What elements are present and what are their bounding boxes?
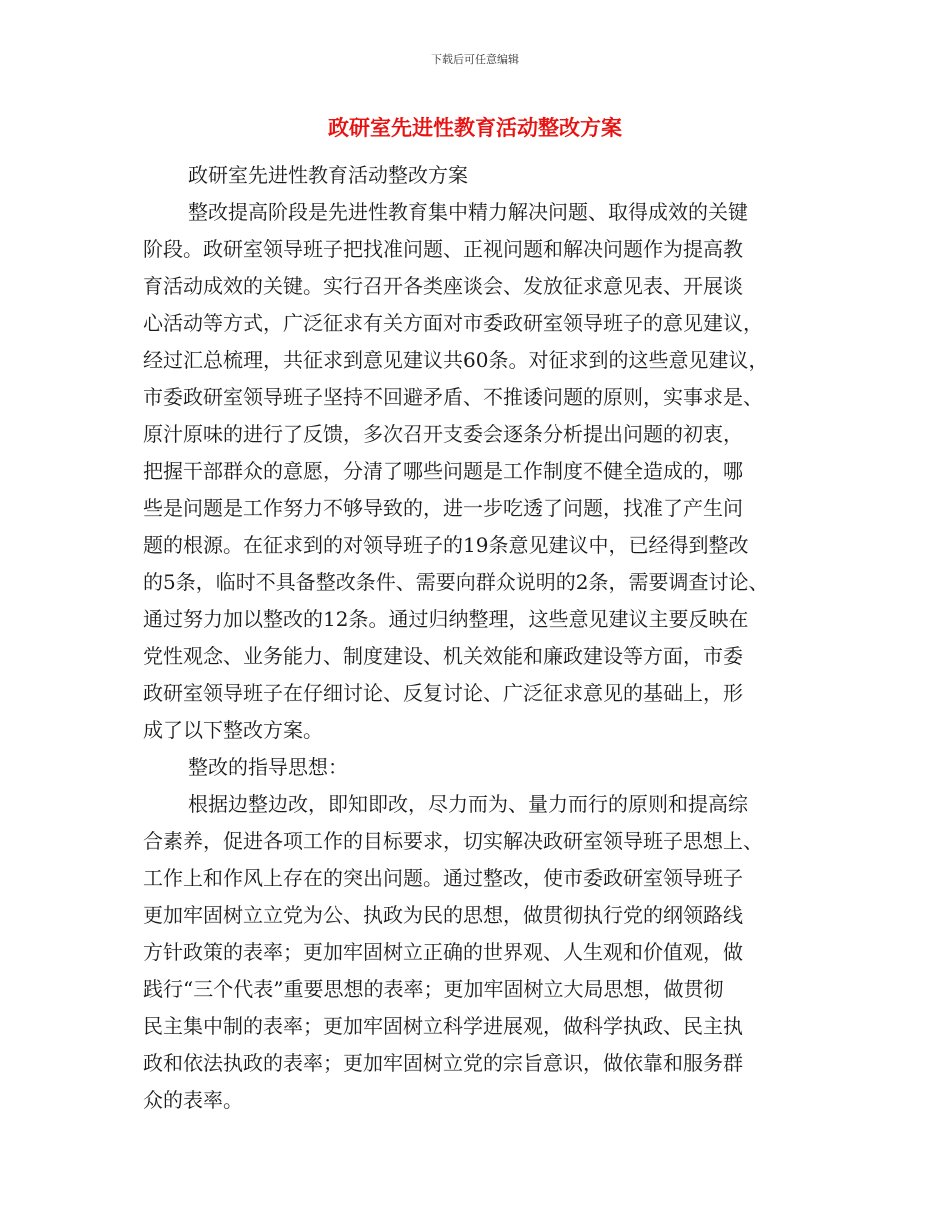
paragraph-line: 育活动成效的关键。实行召开各类座谈会、发放征求意见表、开展谈 [143,274,743,298]
paragraph-line: 工作上和作风上存在的突出问题。通过整改，使市委政研室领导班子 [143,866,743,890]
paragraph-line: 政研室先进性教育活动整改方案 [188,163,468,187]
paragraph-line: 市委政研室领导班子坚持不回避矛盾、不推诿问题的原则，实事求是、 [143,385,763,409]
paragraph-line: 心活动等方式，广泛征求有关方面对市委政研室领导班子的意见建议， [143,311,763,335]
page-header-note: 下载后可任意编辑 [431,53,519,66]
paragraph-line: 的5条，临时不具备整改条件、需要向群众说明的2条，需要调查讨论、 [143,570,769,594]
paragraph-line: 更加牢固树立立党为公、执政为民的思想，做贯彻执行党的纲领路线 [143,903,743,927]
paragraph-line: 经过汇总梳理，共征求到意见建议共60条。对征求到的这些意见建议， [143,348,769,372]
paragraph-line: 些是问题是工作努力不够导致的，进一步吃透了问题，找准了产生问 [143,496,743,520]
paragraph-line: 题的根源。在征求到的对领导班子的19条意见建议中，已经得到整改 [143,533,749,557]
paragraph-line: 把握干部群众的意愿，分清了哪些问题是工作制度不健全造成的，哪 [143,459,743,483]
paragraph-line: 通过努力加以整改的12条。通过归纳整理，这些意见建议主要反映在 [143,607,749,631]
paragraph-line: 原汁原味的进行了反馈，多次召开支委会逐条分析提出问题的初衷， [143,422,743,446]
paragraph-line: 众的表率。 [143,1088,243,1112]
paragraph-line: 政和依法执政的表率；更加牢固树立党的宗旨意识，做依靠和服务群 [143,1051,743,1075]
document-title: 政研室先进性教育活动整改方案 [328,116,622,140]
paragraph-line: 阶段。政研室领导班子把找准问题、正视问题和解决问题作为提高教 [143,237,743,261]
paragraph-line: 党性观念、业务能力、制度建设、机关效能和廉政建设等方面，市委 [143,644,743,668]
paragraph-line: 整改提高阶段是先进性教育集中精力解决问题、取得成效的关键 [188,200,748,224]
paragraph-line: 成了以下整改方案。 [143,718,323,742]
paragraph-line: 根据边整边改，即知即改，尽力而为、量力而行的原则和提高综 [188,792,748,816]
section-heading: 整改的指导思想： [188,755,348,779]
paragraph-line: 合素养，促进各项工作的目标要求，切实解决政研室领导班子思想上、 [143,829,763,853]
paragraph-line: 方针政策的表率；更加牢固树立正确的世界观、人生观和价值观，做 [143,940,743,964]
paragraph-line: 民主集中制的表率；更加牢固树立科学进展观，做科学执政、民主执 [143,1014,743,1038]
paragraph-line: 政研室领导班子在仔细讨论、反复讨论、广泛征求意见的基础上，形 [143,681,743,705]
paragraph-line: 践行“三个代表”重要思想的表率；更加牢固树立大局思想，做贯彻 [143,977,724,1001]
